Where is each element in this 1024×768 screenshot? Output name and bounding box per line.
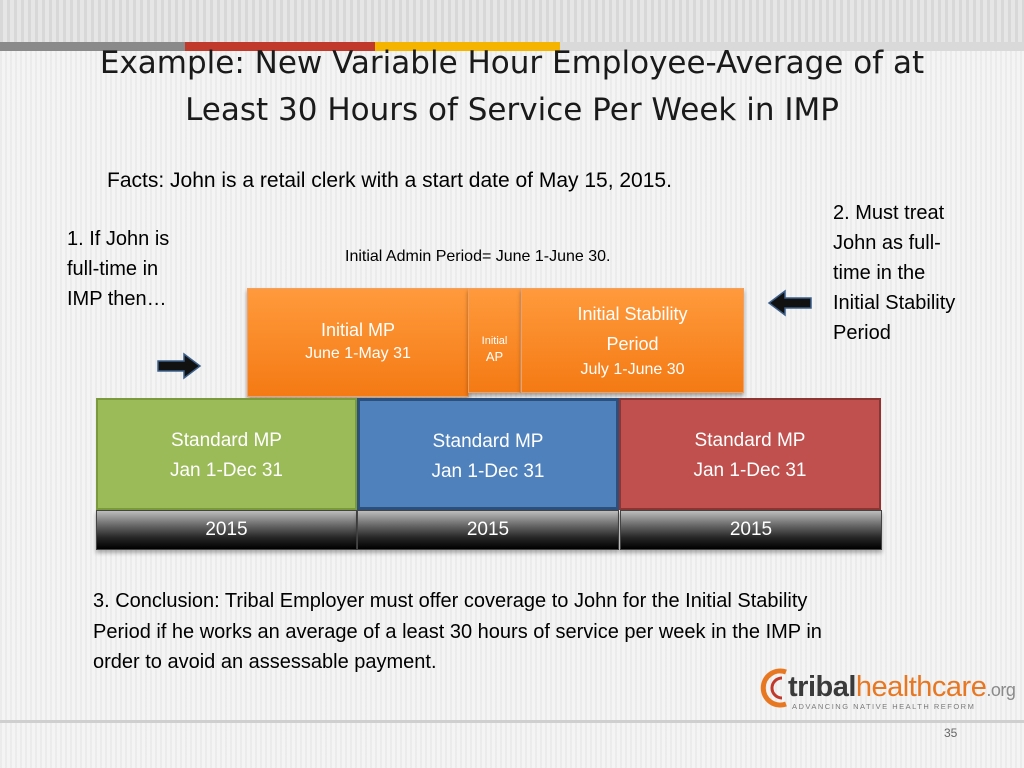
initial-ap-line-2: AP bbox=[485, 349, 504, 364]
year-bar-3: 2015 bbox=[620, 510, 882, 550]
logo-word-tribal: tribal bbox=[788, 671, 856, 703]
initial-mp-label: Initial MP bbox=[320, 320, 396, 340]
standard-mp-box-1 bbox=[96, 398, 357, 510]
conclusion-text: 3. Conclusion: Tribal Employer must offer coverage to John for the Initial Stability Period if he works an average of a least 30 hours of service per week in the IMP in order to avoid an assessable payment. bbox=[93, 590, 822, 673]
standard-mp-label: Standard MP bbox=[694, 430, 806, 451]
admin-period-label: Initial Admin Period= June 1-June 30. bbox=[345, 248, 611, 265]
year-bar-2: 2015 bbox=[357, 510, 619, 550]
logo-word-org: .org bbox=[986, 680, 1016, 700]
slide-title bbox=[60, 40, 964, 134]
title-line-2: Least 30 Hours of Service Per Week in IMP bbox=[185, 92, 839, 128]
initial-ap-box bbox=[468, 288, 521, 393]
standard-mp-dates: Jan 1-Dec 31 bbox=[169, 460, 283, 481]
standard-mp-label: Standard MP bbox=[432, 431, 544, 452]
logo-wordmark bbox=[788, 671, 1015, 704]
facts-text: Facts: John is a retail clerk with a start date of May 15, 2015. bbox=[107, 169, 672, 192]
initial-stability-box bbox=[521, 288, 744, 393]
initial-mp-box bbox=[247, 288, 469, 397]
note-stability-period: 2. Must treat John as full-time in the Initial Stability Period bbox=[833, 202, 956, 344]
standard-mp-dates: Jan 1-Dec 31 bbox=[431, 461, 545, 482]
initial-ap-line-1: Initial bbox=[481, 335, 508, 347]
stability-dates: July 1-June 30 bbox=[580, 361, 685, 378]
top-decorative-band bbox=[0, 0, 1024, 44]
title-line-1: Example: New Variable Hour Employee-Average of at bbox=[99, 45, 925, 81]
standard-mp-dates: Jan 1-Dec 31 bbox=[693, 460, 807, 481]
year-bar-1: 2015 bbox=[96, 510, 357, 550]
initial-mp-dates: June 1-May 31 bbox=[305, 345, 411, 362]
standard-mp-box-2 bbox=[357, 398, 619, 510]
tribalhealthcare-logo bbox=[760, 664, 1014, 714]
stability-line-2: Period bbox=[606, 334, 659, 354]
logo-tagline: ADVANCING NATIVE HEALTH REFORM bbox=[792, 702, 976, 711]
note-full-time-imp: 1. If John is full-time in IMP then… bbox=[67, 228, 170, 310]
standard-mp-box-3 bbox=[619, 398, 881, 510]
arrow-right-icon bbox=[156, 352, 202, 380]
arrow-left-icon bbox=[767, 289, 813, 317]
standard-mp-label: Standard MP bbox=[171, 430, 282, 451]
stability-line-1: Initial Stability bbox=[577, 304, 688, 324]
footer-divider bbox=[0, 720, 1024, 723]
logo-word-healthcare: healthcare bbox=[855, 671, 987, 703]
page-number: 35 bbox=[944, 726, 958, 740]
